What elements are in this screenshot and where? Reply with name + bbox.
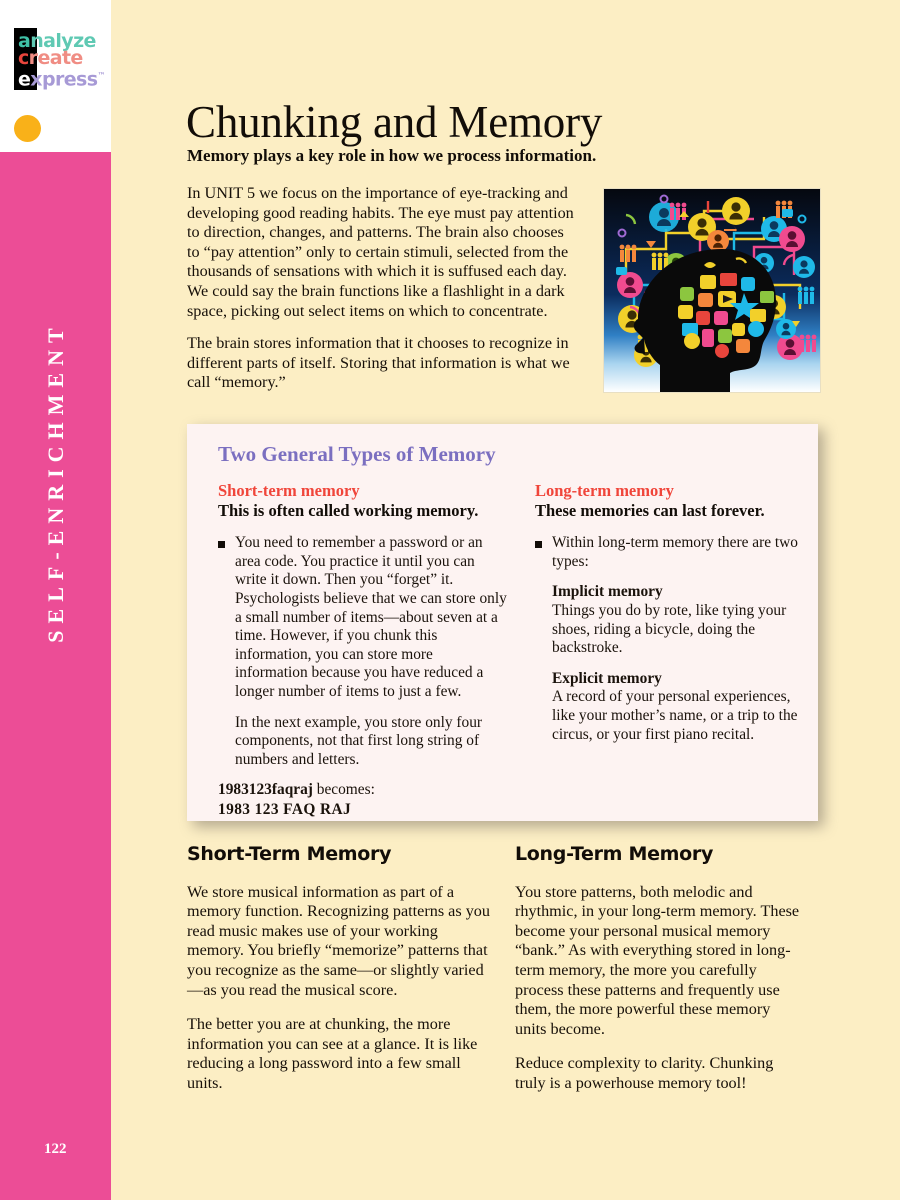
section-label: SELF-ENRICHMENT <box>42 321 68 643</box>
chunking-example-source <box>218 781 508 800</box>
panel-column-long-term <box>535 482 809 756</box>
logo-letter-e: e <box>18 68 31 91</box>
logo-word-xpress: xpress <box>30 68 98 91</box>
intro-paragraph: The brain stores information that it chooses to recognize in different parts of itself. Storing that information is what we call “memory.” <box>187 334 570 392</box>
intro-paragraph: In UNIT 5 we focus on the importance of eye-tracking and developing good reading habits. The eye must pay attention to direction, changes, and patterns. The brain also chooses to “pay attention” only to certain stimuli, selected from the thousands of sensations with which it is suffused each day. We could say the brain functions like a flashlight in a dark space, picking out select items on which to concentrate. <box>187 184 574 320</box>
brain-network-svg <box>604 189 820 392</box>
page-number: 122 <box>44 1141 67 1157</box>
chunking-example-result: 1983 123 FAQ RAJ <box>218 800 352 818</box>
bottom-heading-long-term: Long-Term Memory <box>515 843 714 865</box>
long-term-bullet: Within long-term memory there are two types: <box>535 534 809 571</box>
brain-network-illustration <box>603 188 821 393</box>
example-tail: becomes: <box>312 781 375 799</box>
memory-type-implicit <box>552 583 809 657</box>
example-string: 1983123faqraj <box>218 781 313 799</box>
explicit-memory-description: A record of your personal experiences, like your mother’s name, or a trip to the circus, or your first piano recital. <box>552 688 798 743</box>
brand-block <box>0 0 111 152</box>
panel-title: Two General Types of Memory <box>218 442 496 466</box>
intro-text <box>187 184 579 406</box>
logo-line-express <box>18 66 105 89</box>
bottom-left-paragraph: We store musical information as part of a memory function. Recognizing patterns as you read music makes use of your working memory. You briefly “memorize” patterns that you recognize as the same—or slightly varied—as you read the musical score. <box>187 882 490 999</box>
explicit-memory-name: Explicit memory <box>552 669 662 687</box>
section-tab-rail <box>0 152 111 1200</box>
page-deck: Memory plays a key role in how we process information. <box>187 146 597 165</box>
bottom-left-paragraph: The better you are at chunking, the more information you can see at a glance. It is like reducing a long password into a few small units. <box>187 1015 478 1092</box>
logo-word-nalyze: nalyze <box>30 30 96 52</box>
short-term-bullet: You need to remember a password or an area code. You practice it until you can write it down. Then you “forget” it. Psychologists believe that we can store only a small number of items—about seven at a time. However, if you chunk this information, you can store more information because you have reduced a longer number of items to just a few. <box>218 534 508 701</box>
long-term-kicker: Long-term memory <box>535 481 674 500</box>
logo-word-reate: reate <box>28 47 83 69</box>
memory-types-panel <box>187 424 818 821</box>
short-term-kicker: Short-term memory <box>218 481 360 500</box>
implicit-memory-description: Things you do by rote, like tying your shoes, riding a bicycle, doing the backstroke. <box>552 601 787 657</box>
bottom-column-short-term <box>187 845 497 1109</box>
short-term-followup: In the next example, you store only four components, not that first long string of numbers and letters. <box>235 713 483 768</box>
bottom-right-paragraph: Reduce complexity to clarity. Chunking truly is a powerhouse memory tool! <box>515 1054 774 1092</box>
bottom-heading-short-term: Short-Term Memory <box>187 843 392 865</box>
trademark-icon: ™ <box>97 71 105 80</box>
page-title: Chunking and Memory <box>186 97 603 148</box>
left-rail <box>0 0 111 1200</box>
logo-letter-c: c <box>18 47 29 69</box>
orange-dot-icon <box>14 115 41 142</box>
logo-letter-a: a <box>18 30 31 52</box>
memory-type-explicit <box>552 670 809 744</box>
ace-logo <box>14 28 110 90</box>
panel-column-short-term <box>218 482 508 820</box>
main-content <box>111 0 900 1200</box>
long-term-subhead: These memories can last forever. <box>535 500 765 520</box>
implicit-memory-name: Implicit memory <box>552 583 663 601</box>
bottom-column-long-term <box>515 845 803 1109</box>
bottom-right-paragraph: You store patterns, both melodic and rhythmic, in your long-term memory. These become your personal musical memory “bank.” As with everything stored in long-term memory, the more you carefully process these patterns and frequently use them, the more powerful these memory units become. <box>515 882 800 1038</box>
short-term-subhead: This is often called working memory. <box>218 500 479 520</box>
